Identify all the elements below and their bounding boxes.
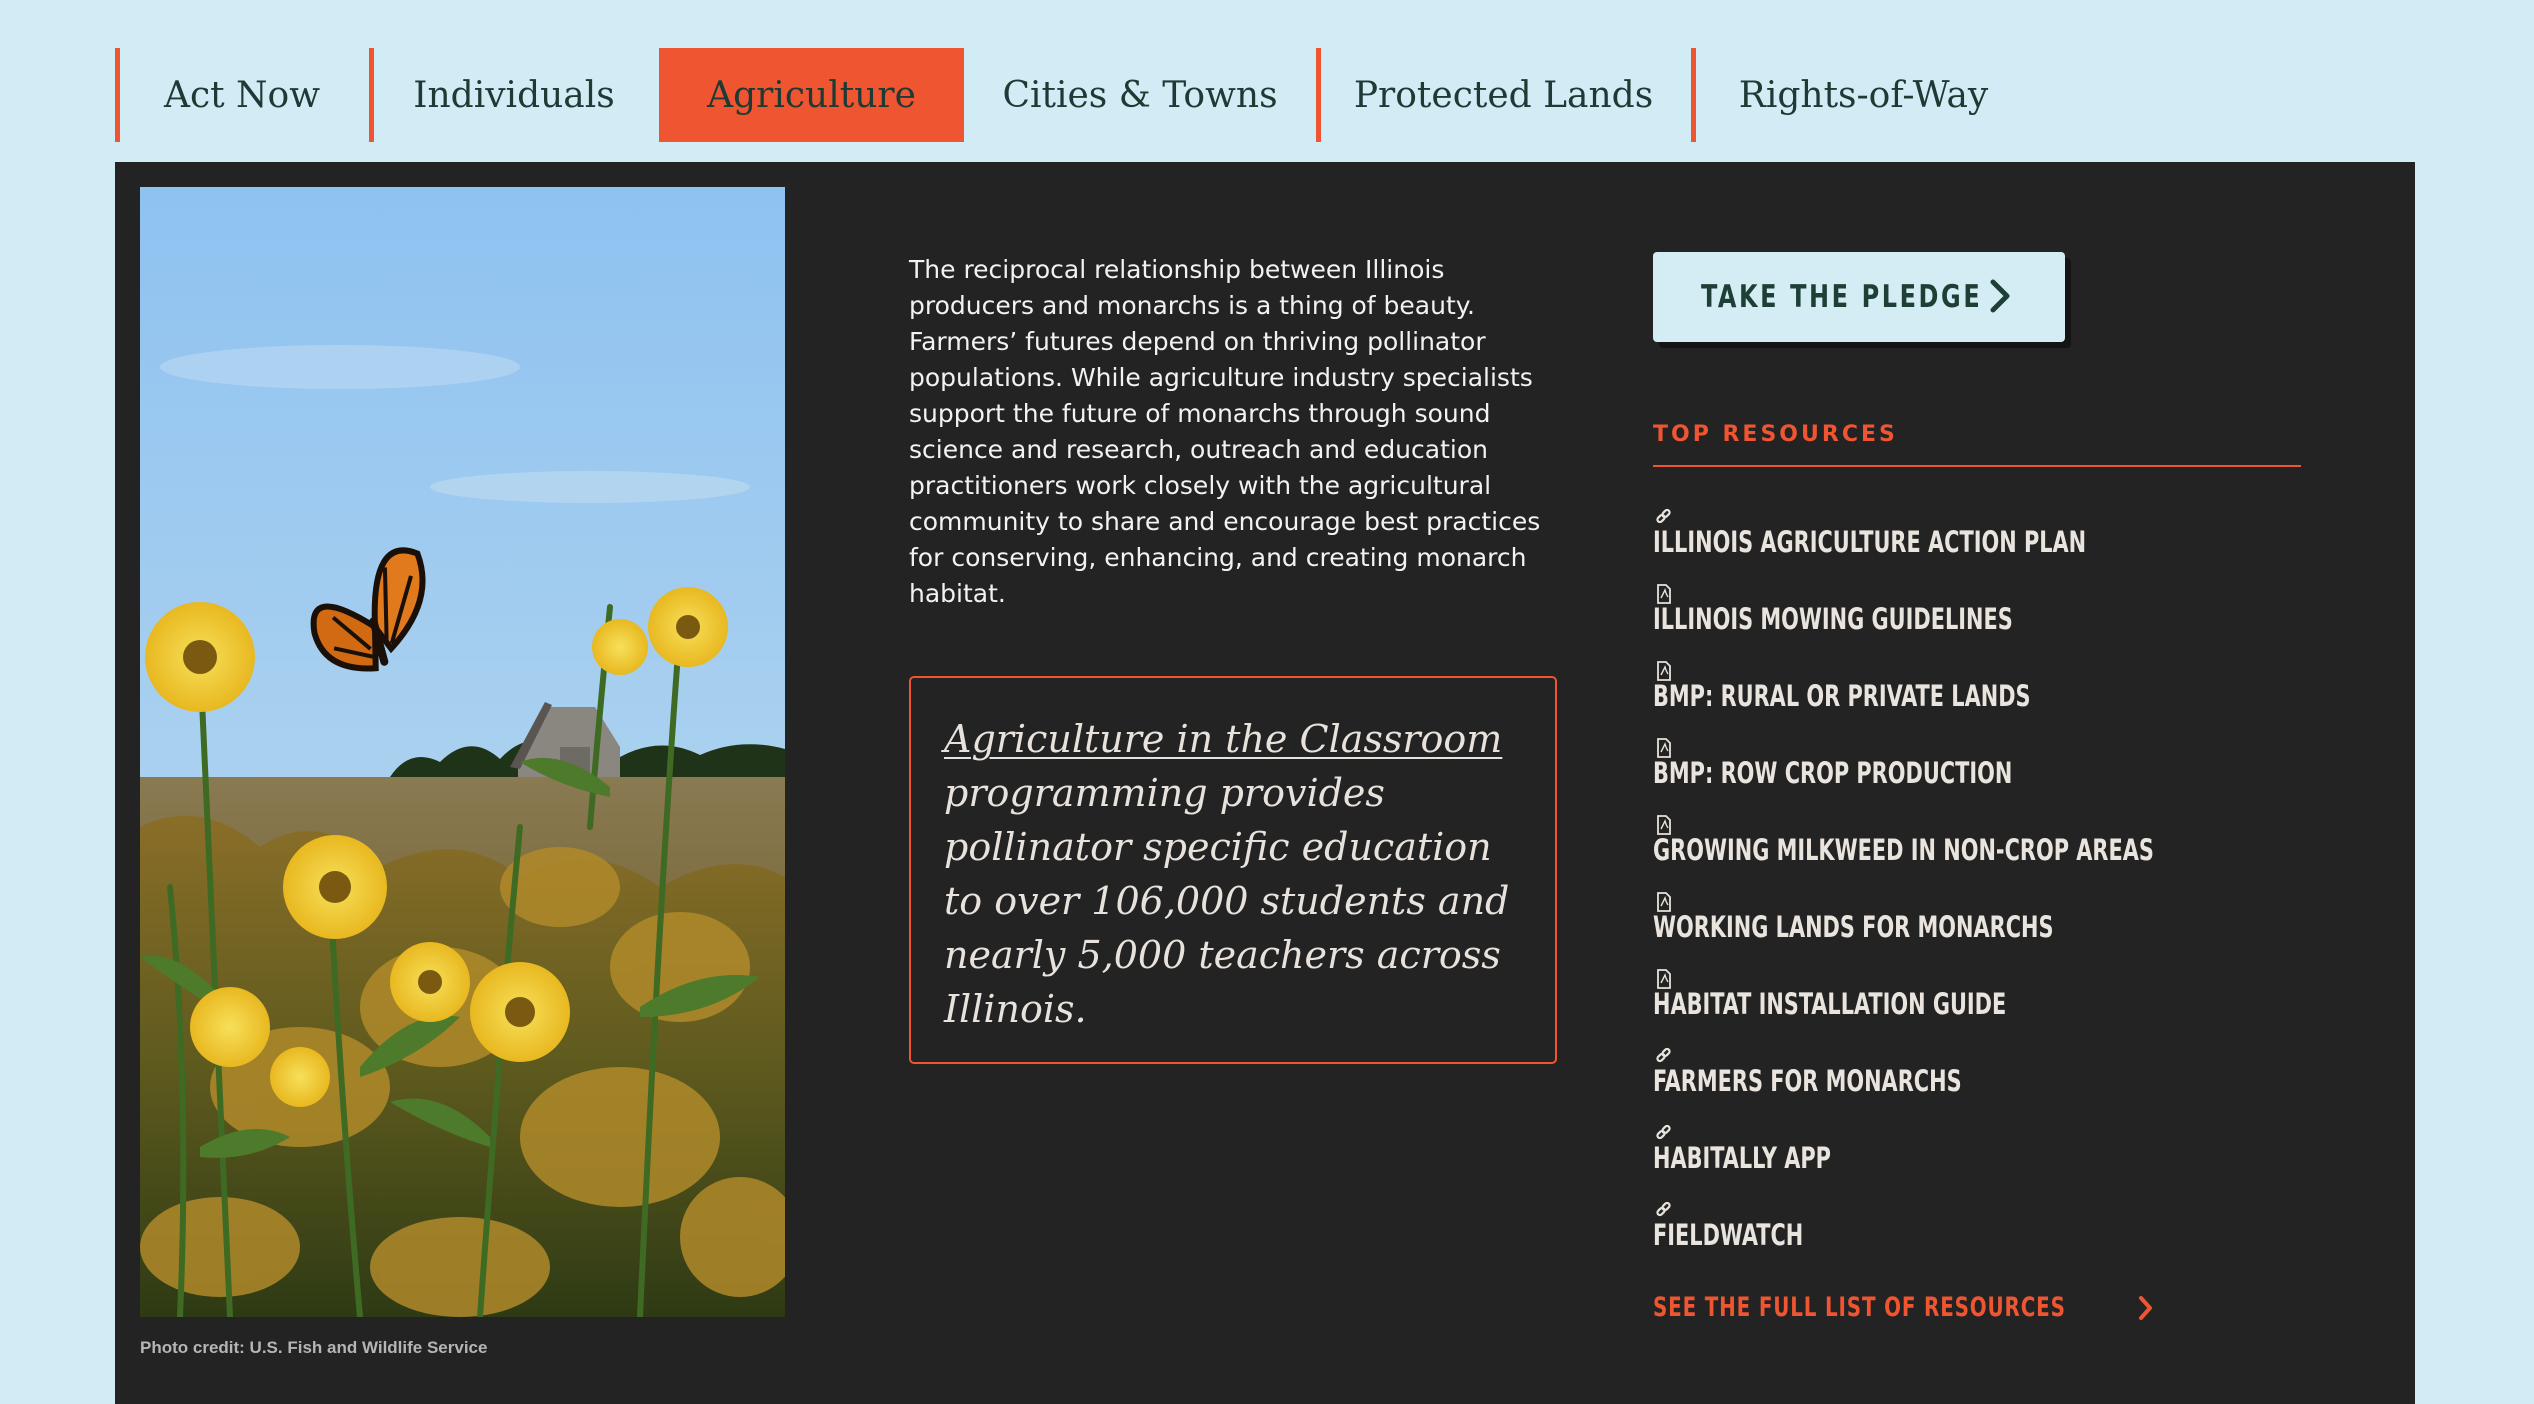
- tab-label: Individuals: [413, 74, 615, 116]
- link-icon: [1655, 1200, 1673, 1220]
- resource-label: FIELDWATCH: [1653, 1218, 1804, 1252]
- intro-paragraph: The reciprocal relationship between Illinois producers and monarchs is a thing of beauty. Farmers’ futures depend on thriving pollinator populations. While agriculture industry specialists support the future of monarchs through sound science and research, outreach and education practitioners work closely with the agricultural community to share and encourage best practices for conserving, enhancing, and creating monarch habitat.: [909, 255, 1541, 608]
- resource-label: ILLINOIS AGRICULTURE ACTION PLAN: [1653, 525, 2087, 559]
- photo-credit: Photo credit: U.S. Fish and Wildlife Service: [140, 1338, 488, 1357]
- chevron-right-icon: [1989, 278, 2013, 318]
- pdf-icon: [1655, 738, 1673, 758]
- tab-cities-towns[interactable]: [964, 48, 1316, 142]
- resources-divider: [1653, 465, 2301, 467]
- pdf-icon: [1655, 892, 1673, 912]
- category-tabs: [115, 48, 2036, 142]
- link-icon: [1655, 1123, 1673, 1143]
- agriculture-panel: [115, 162, 2415, 1404]
- resource-label: HABITALLY APP: [1653, 1141, 1831, 1175]
- tab-label: Protected Lands: [1353, 74, 1654, 116]
- resource-label: FARMERS FOR MONARCHS: [1653, 1064, 1962, 1098]
- pdf-icon: [1655, 815, 1673, 835]
- resource-label: HABITAT INSTALLATION GUIDE: [1653, 987, 2007, 1021]
- resource-label: GROWING MILKWEED IN NON-CROP AREAS: [1653, 833, 2154, 867]
- tab-label: Cities & Towns: [1002, 74, 1278, 116]
- tab-individuals[interactable]: [369, 48, 659, 142]
- pdf-icon: [1655, 969, 1673, 989]
- pledge-label: TAKE THE PLEDGE: [1701, 279, 1983, 315]
- top-resources-heading: TOP RESOURCES: [1653, 422, 1898, 447]
- resource-label: BMP: ROW CROP PRODUCTION: [1653, 756, 2013, 790]
- see-all-label: SEE THE FULL LIST OF RESOURCES: [1653, 1292, 2066, 1323]
- link-icon: [1655, 1046, 1673, 1066]
- chevron-right-icon: [2138, 1295, 2154, 1325]
- monarch-field-photo: [140, 187, 785, 1317]
- tab-label: Act Now: [163, 74, 321, 116]
- tab-label: Agriculture: [707, 74, 916, 116]
- tab-agriculture[interactable]: [659, 48, 964, 142]
- resource-label: ILLINOIS MOWING GUIDELINES: [1653, 602, 2013, 636]
- pdf-icon: [1655, 661, 1673, 681]
- see-full-list-link[interactable]: [1653, 1292, 2156, 1323]
- classroom-callout: [909, 676, 1557, 1064]
- tab-rights-of-way[interactable]: [1691, 48, 2036, 142]
- tab-protected-lands[interactable]: [1316, 48, 1691, 142]
- resource-label: WORKING LANDS FOR MONARCHS: [1653, 910, 2054, 944]
- take-the-pledge-button[interactable]: [1653, 252, 2065, 342]
- tab-act-now[interactable]: [115, 48, 369, 142]
- resource-label: BMP: RURAL OR PRIVATE LANDS: [1653, 679, 2031, 713]
- tab-label: Rights-of-Way: [1738, 74, 1989, 116]
- classroom-link[interactable]: Agriculture in the Classroom: [944, 717, 1503, 761]
- link-icon: [1655, 507, 1673, 527]
- callout-text: programming provides pollinator specific education to over 106,000 students and nearly 5,000 teachers across Illinois.: [944, 771, 1510, 1031]
- pdf-icon: [1655, 584, 1673, 604]
